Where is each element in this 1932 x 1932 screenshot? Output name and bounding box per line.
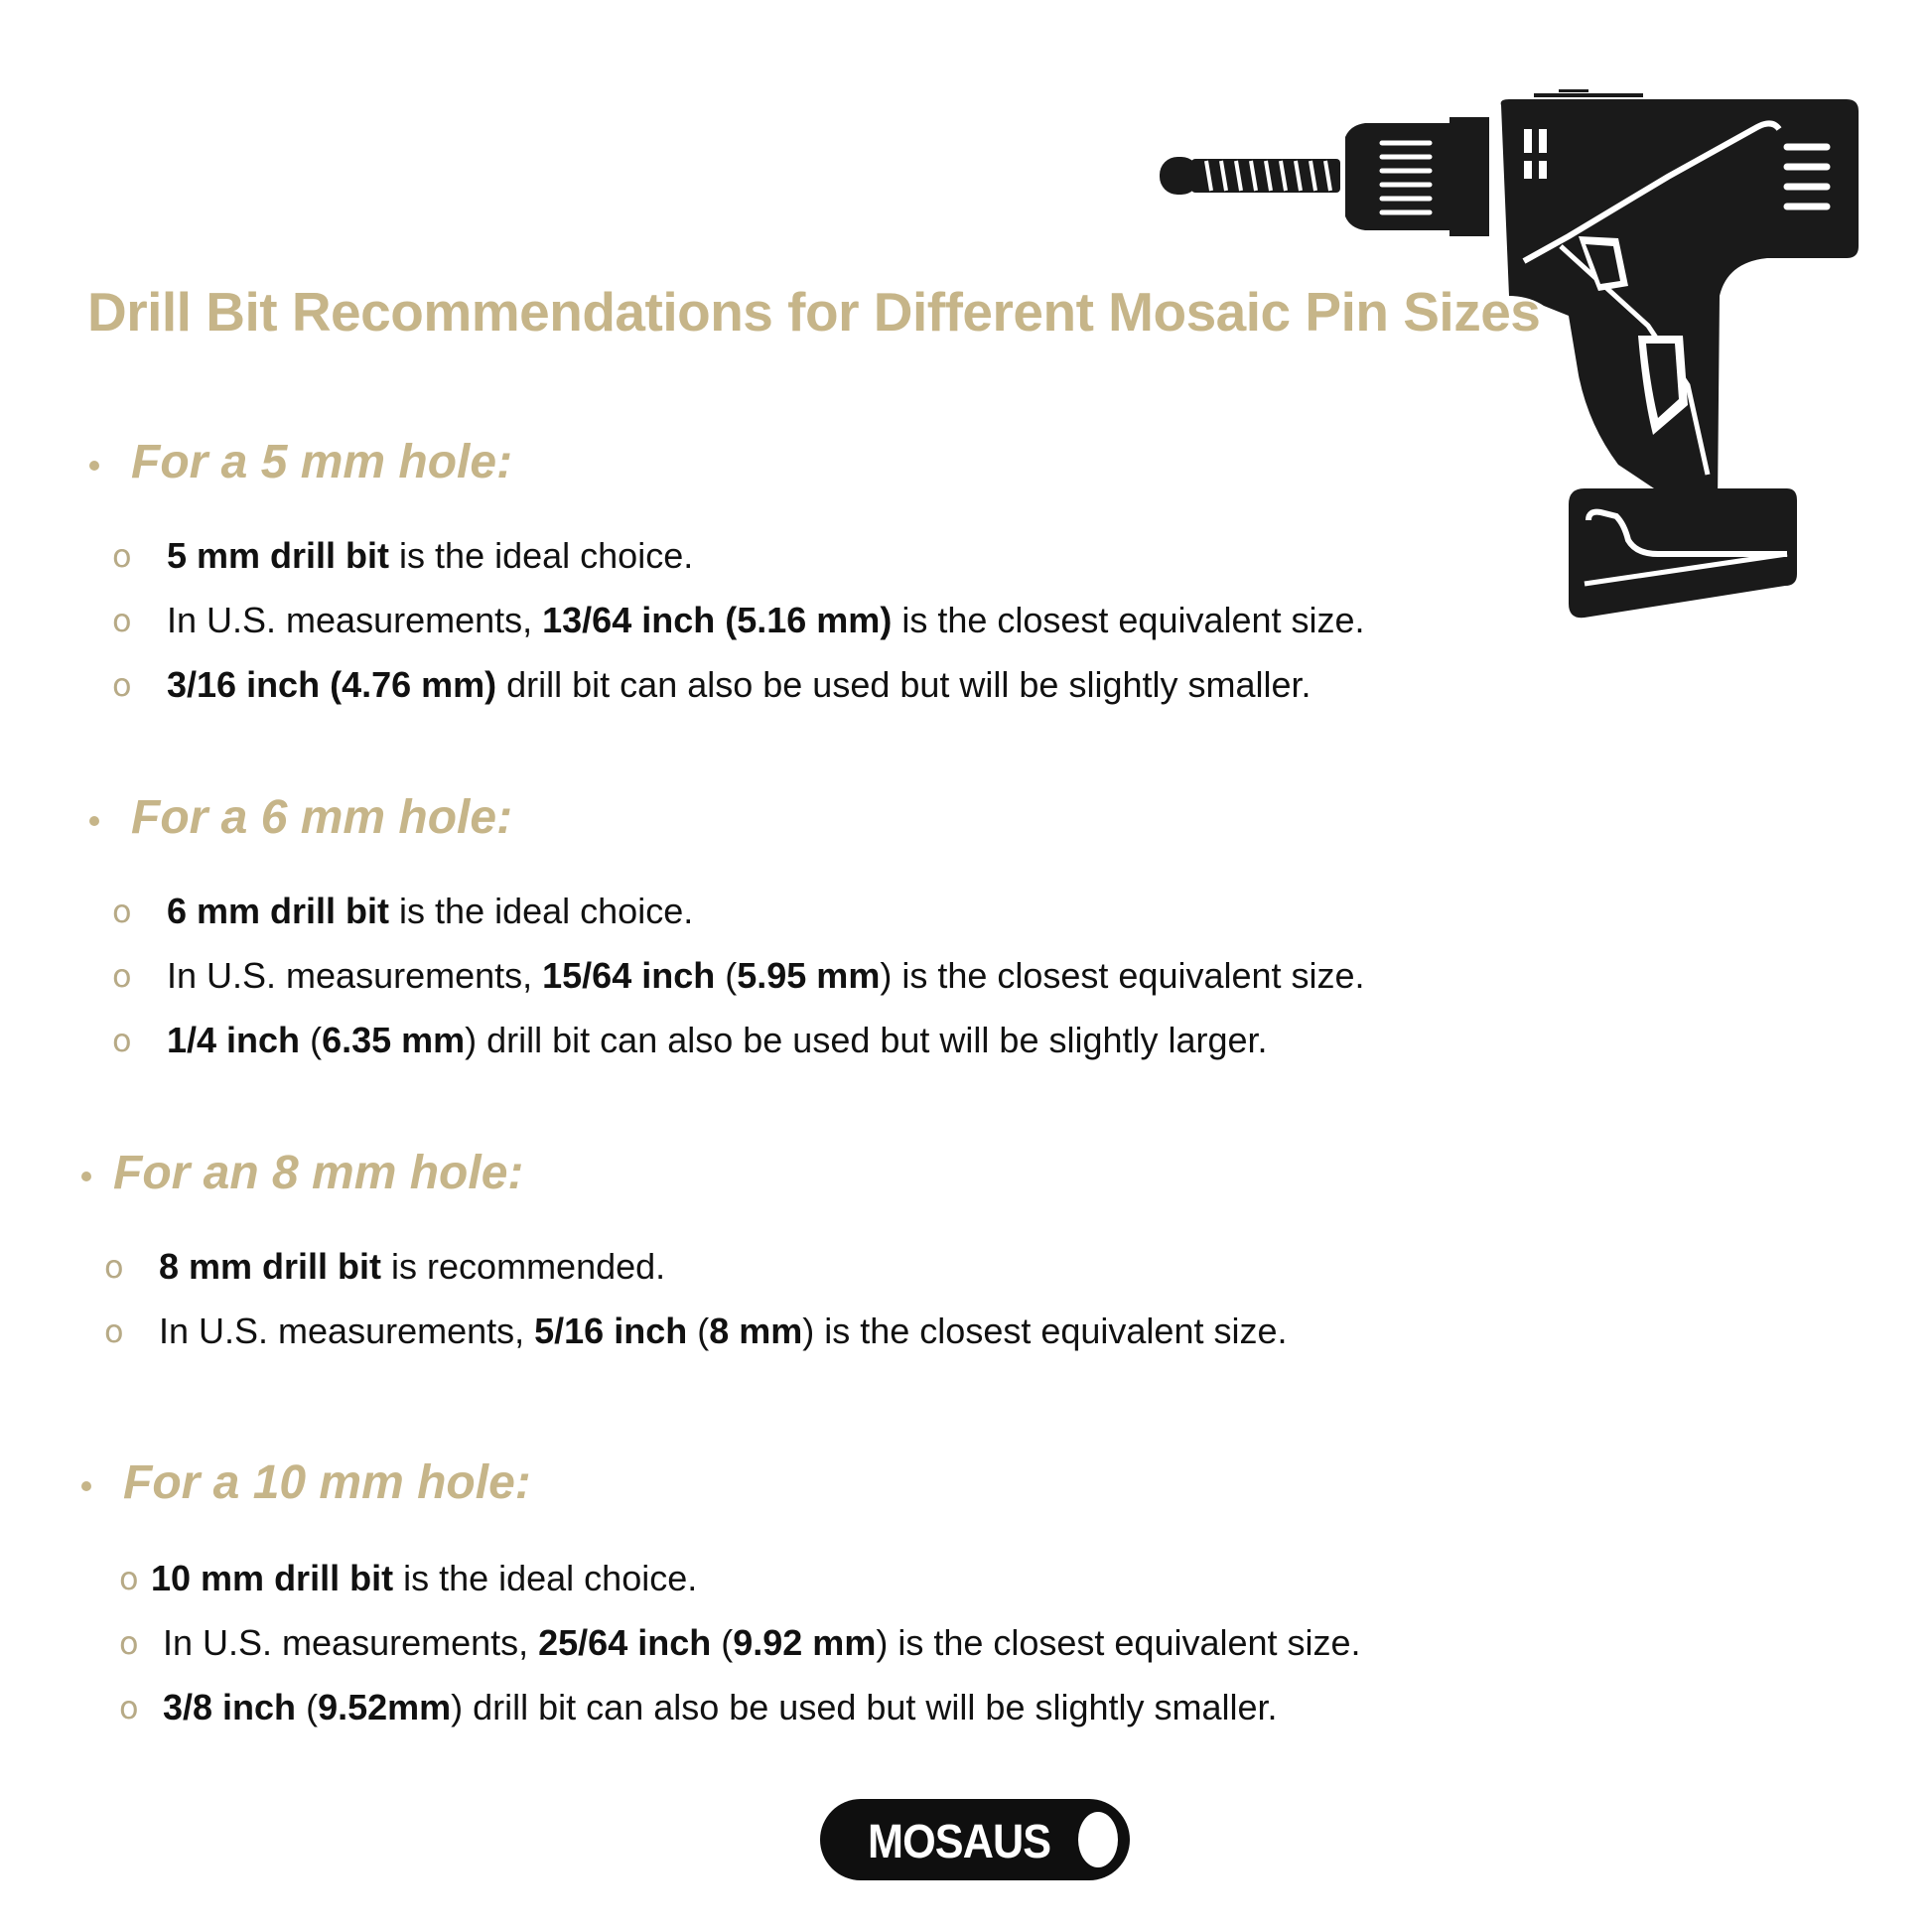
section-8mm: [0, 1138, 1489, 1351]
circle-bullet-icon: o: [112, 537, 132, 575]
list-item: o In U.S. measurements, 5/16 inch (8 mm) is the closest equivalent size.: [104, 1311, 1288, 1351]
section-5mm: [0, 427, 1489, 705]
list-item: o 5 mm drill bit is the ideal choice.: [112, 535, 694, 576]
heading-text: For a 5 mm hole:: [131, 436, 513, 488]
list-item: o 3/16 inch (4.76 mm) drill bit can also be used but will be slightly smaller.: [112, 664, 1311, 705]
section-10mm: [0, 1448, 1489, 1727]
list-item: o 3/8 inch (9.52mm) drill bit can also be used but will be slightly smaller.: [119, 1687, 1278, 1727]
logo-text: MOSAUS: [868, 1816, 1051, 1868]
heading-text: For a 10 mm hole:: [123, 1456, 531, 1509]
list-item: o 10 mm drill bit is the ideal choice.: [119, 1558, 698, 1598]
circle-bullet-icon: o: [104, 1248, 124, 1286]
circle-bullet-icon: o: [112, 1022, 132, 1059]
section-heading: [0, 1138, 1489, 1207]
circle-bullet-icon: o: [112, 893, 132, 930]
list-item: o In U.S. measurements, 13/64 inch (5.16 mm) is the closest equivalent size.: [112, 600, 1365, 640]
list-item: o 6 mm drill bit is the ideal choice.: [112, 891, 694, 931]
section-heading: [0, 782, 1489, 852]
bullet-icon: [89, 816, 99, 826]
heading-text: For a 6 mm hole:: [131, 791, 513, 844]
page-title: Drill Bit Recommendations for Different Mosaic Pin Sizes: [87, 281, 1541, 343]
list-item: o 8 mm drill bit is recommended.: [104, 1246, 666, 1287]
circle-bullet-icon: o: [112, 957, 132, 995]
circle-bullet-icon: o: [119, 1560, 139, 1597]
circle-bullet-icon: o: [112, 602, 132, 639]
mosaus-logo: [820, 1799, 1130, 1880]
bullet-icon: [89, 461, 99, 471]
circle-bullet-icon: o: [119, 1689, 139, 1726]
circle-bullet-icon: o: [112, 666, 132, 704]
list-item: o In U.S. measurements, 25/64 inch (9.92 mm) is the closest equivalent size.: [119, 1622, 1361, 1663]
list-item: o 1/4 inch (6.35 mm) drill bit can also be used but will be slightly larger.: [112, 1020, 1268, 1060]
section-6mm: [0, 782, 1489, 1060]
circle-bullet-icon: o: [119, 1624, 139, 1662]
bullet-icon: [81, 1172, 91, 1181]
heading-text: For an 8 mm hole:: [113, 1147, 524, 1199]
circle-bullet-icon: o: [104, 1312, 124, 1350]
cordless-drill-icon: [1152, 87, 1866, 643]
section-heading: [0, 427, 1489, 496]
list-item: o In U.S. measurements, 15/64 inch (5.95 mm) is the closest equivalent size.: [112, 955, 1365, 996]
bullet-icon: [81, 1481, 91, 1491]
section-heading: [0, 1448, 1489, 1517]
logo-oval-icon: [1078, 1812, 1118, 1867]
